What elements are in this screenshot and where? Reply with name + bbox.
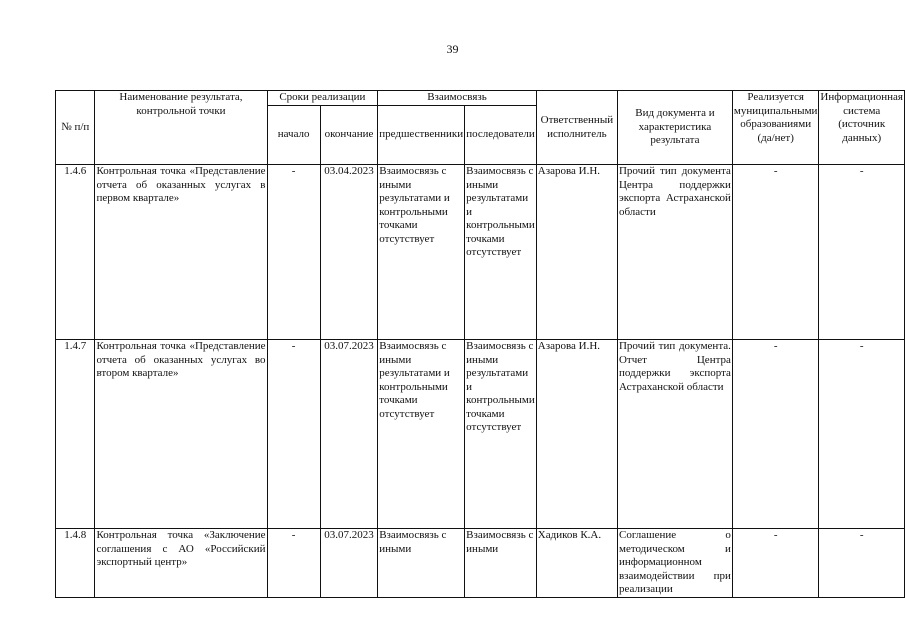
row-predecessors: Взаимосвязь с иными bbox=[378, 529, 465, 598]
row-successors: Взаимосвязь с иными результатами и контрольными точками отсутствует bbox=[465, 340, 537, 529]
row-predecessors: Взаимосвязь с иными результатами и контрольными точками отсутствует bbox=[378, 340, 465, 529]
header-predecessors: предшественники bbox=[378, 106, 465, 165]
row-doc-type: Прочий тип документа. Отчет Центра поддержки экспорта Астраханской области bbox=[617, 340, 732, 529]
row-num: 1.4.8 bbox=[56, 529, 95, 598]
row-info-system: - bbox=[819, 165, 905, 340]
row-responsible: Хадиков К.А. bbox=[536, 529, 617, 598]
row-start: - bbox=[267, 529, 320, 598]
table-row bbox=[56, 529, 905, 598]
row-successors: Взаимосвязь с иными bbox=[465, 529, 537, 598]
header-info-system: Информационная система (источник данных) bbox=[819, 91, 905, 165]
header-end: окончание bbox=[320, 106, 377, 165]
row-end: 03.07.2023 bbox=[320, 340, 377, 529]
row-responsible: Азарова И.Н. bbox=[536, 165, 617, 340]
row-info-system: - bbox=[819, 340, 905, 529]
row-end: 03.07.2023 bbox=[320, 529, 377, 598]
row-municipal: - bbox=[732, 529, 819, 598]
table-header bbox=[56, 91, 905, 165]
row-num: 1.4.6 bbox=[56, 165, 95, 340]
header-dates: Сроки реализации bbox=[267, 91, 378, 106]
row-name: Контрольная точка «Заключение соглашения с АО «Российский экспортный центр» bbox=[95, 529, 267, 598]
header-municipal: Реализуется муниципальными образованиями (да/нет) bbox=[732, 91, 819, 165]
row-successors: Взаимосвязь с иными результатами и контрольными точками отсутствует bbox=[465, 165, 537, 340]
row-municipal: - bbox=[732, 340, 819, 529]
header-name: Наименование результата, контрольной точки bbox=[95, 91, 267, 165]
header-start: начало bbox=[267, 106, 320, 165]
row-end: 03.04.2023 bbox=[320, 165, 377, 340]
table-row bbox=[56, 340, 905, 529]
row-num: 1.4.7 bbox=[56, 340, 95, 529]
row-municipal: - bbox=[732, 165, 819, 340]
header-successors: последователи bbox=[465, 106, 537, 165]
row-predecessors: Взаимосвязь с иными результатами и контрольными точками отсутствует bbox=[378, 165, 465, 340]
header-responsible: Ответственный исполнитель bbox=[536, 91, 617, 165]
row-info-system: - bbox=[819, 529, 905, 598]
header-num: № п/п bbox=[56, 91, 95, 165]
row-doc-type: Прочий тип документа Центра поддержки экспорта Астраханской области bbox=[617, 165, 732, 340]
header-relation: Взаимосвязь bbox=[378, 91, 537, 106]
row-doc-type: Соглашение о методическом и информационном взаимодействии при реализации bbox=[618, 529, 731, 595]
row-name: Контрольная точка «Представление отчета об оказанных услугах в первом квартале» bbox=[95, 165, 267, 340]
row-name: Контрольная точка «Представление отчета об оказанных услугах во втором квартале» bbox=[95, 340, 267, 529]
row-start: - bbox=[267, 165, 320, 340]
header-doc-type: Вид документа и характеристика результата bbox=[617, 91, 732, 165]
page-number: 39 bbox=[446, 42, 459, 56]
control-points-table bbox=[55, 90, 905, 598]
row-responsible: Азарова И.Н. bbox=[536, 340, 617, 529]
table-row bbox=[56, 165, 905, 340]
row-start: - bbox=[267, 340, 320, 529]
